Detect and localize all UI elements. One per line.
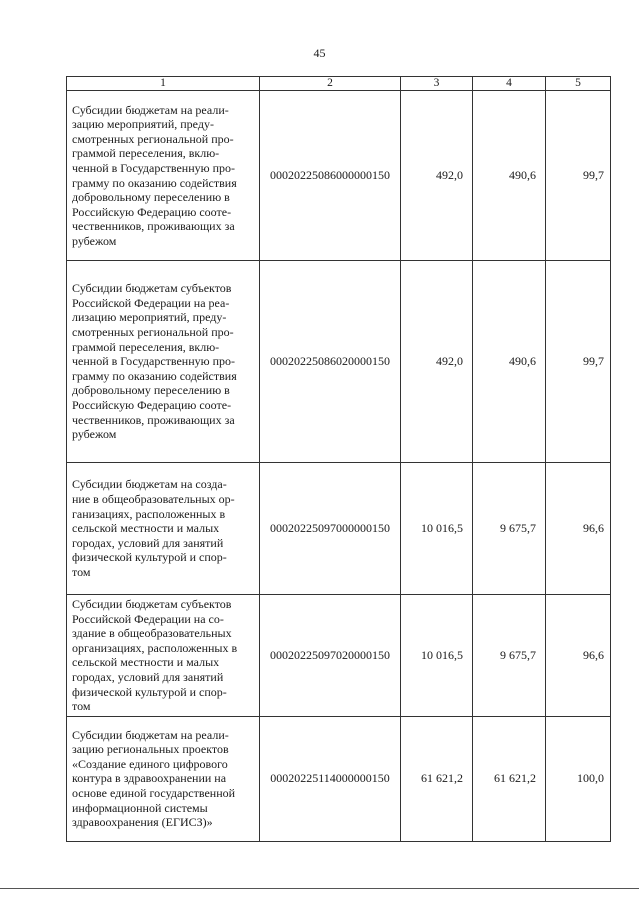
row-description: Субсидии бюджетам на реали- зацию мероприятий, преду- смотренных региональной про- граммой переселения, вклю- ченной в Государственную про- грамму по оказанию содействия добровольному переселению в Российскую Федерацию соотe- чественников, проживающих за рубежом [67,91,260,261]
row-col3-value: 10 016,5 [401,595,473,717]
row-col4-value: 490,6 [473,261,546,463]
row-col5-value: 96,6 [546,463,611,595]
header-col-5: 5 [546,77,611,91]
row-col4-value: 490,6 [473,91,546,261]
row-col5-value: 99,7 [546,91,611,261]
row-description: Субсидии бюджетам субъектов Российской Федерации на реа- лизацию мероприятий, преду- смотренных региональной про- граммой переселения, вклю- ченной в Государственную про- грамму по оказанию содействия добровольному переселению в Российскую Федерацию сооте- чественников, проживающих за рубежом [67,261,260,463]
table-row [67,595,611,717]
header-col-2: 2 [260,77,401,91]
table-row [67,91,611,261]
row-col3-value: 492,0 [401,91,473,261]
row-code: 00020225086000000150 [260,91,401,261]
row-col5-value: 99,7 [546,261,611,463]
row-col4-value: 61 621,2 [473,716,546,841]
row-code: 00020225097000000150 [260,463,401,595]
row-col5-value: 96,6 [546,595,611,717]
budget-table [66,76,611,842]
row-col5-value: 100,0 [546,716,611,841]
row-description: Субсидии бюджетам на реали- зацию региональных проектов «Создание единого цифрового контура в здравоохранении на основе единой государственной информационной системы здравоохранения (ЕГИСЗ)» [67,716,260,841]
table-row [67,261,611,463]
row-code: 00020225086020000150 [260,261,401,463]
table-row [67,463,611,595]
row-code: 00020225114000000150 [260,716,401,841]
row-col3-value: 10 016,5 [401,463,473,595]
page-bottom-divider [0,888,639,889]
row-description: Субсидии бюджетам субъектов Российской Федерации на со- здание в общеобразовательных организациях, расположенных в сельской местности и малых городах, условий для занятий физической культурой и спор- том [67,595,260,717]
row-col3-value: 492,0 [401,261,473,463]
table-row [67,716,611,841]
page-number: 45 [313,46,326,60]
header-col-4: 4 [473,77,546,91]
row-col3-value: 61 621,2 [401,716,473,841]
header-row [67,77,611,91]
row-col4-value: 9 675,7 [473,463,546,595]
row-code: 00020225097020000150 [260,595,401,717]
row-description: Субсидии бюджетам на созда- ние в общеобразовательных ор- ганизациях, расположенных в сельской местности и малых городах, условий для занятий физической культурой и спор- том [67,463,260,595]
row-col4-value: 9 675,7 [473,595,546,717]
header-col-3: 3 [401,77,473,91]
header-col-1: 1 [67,77,260,91]
